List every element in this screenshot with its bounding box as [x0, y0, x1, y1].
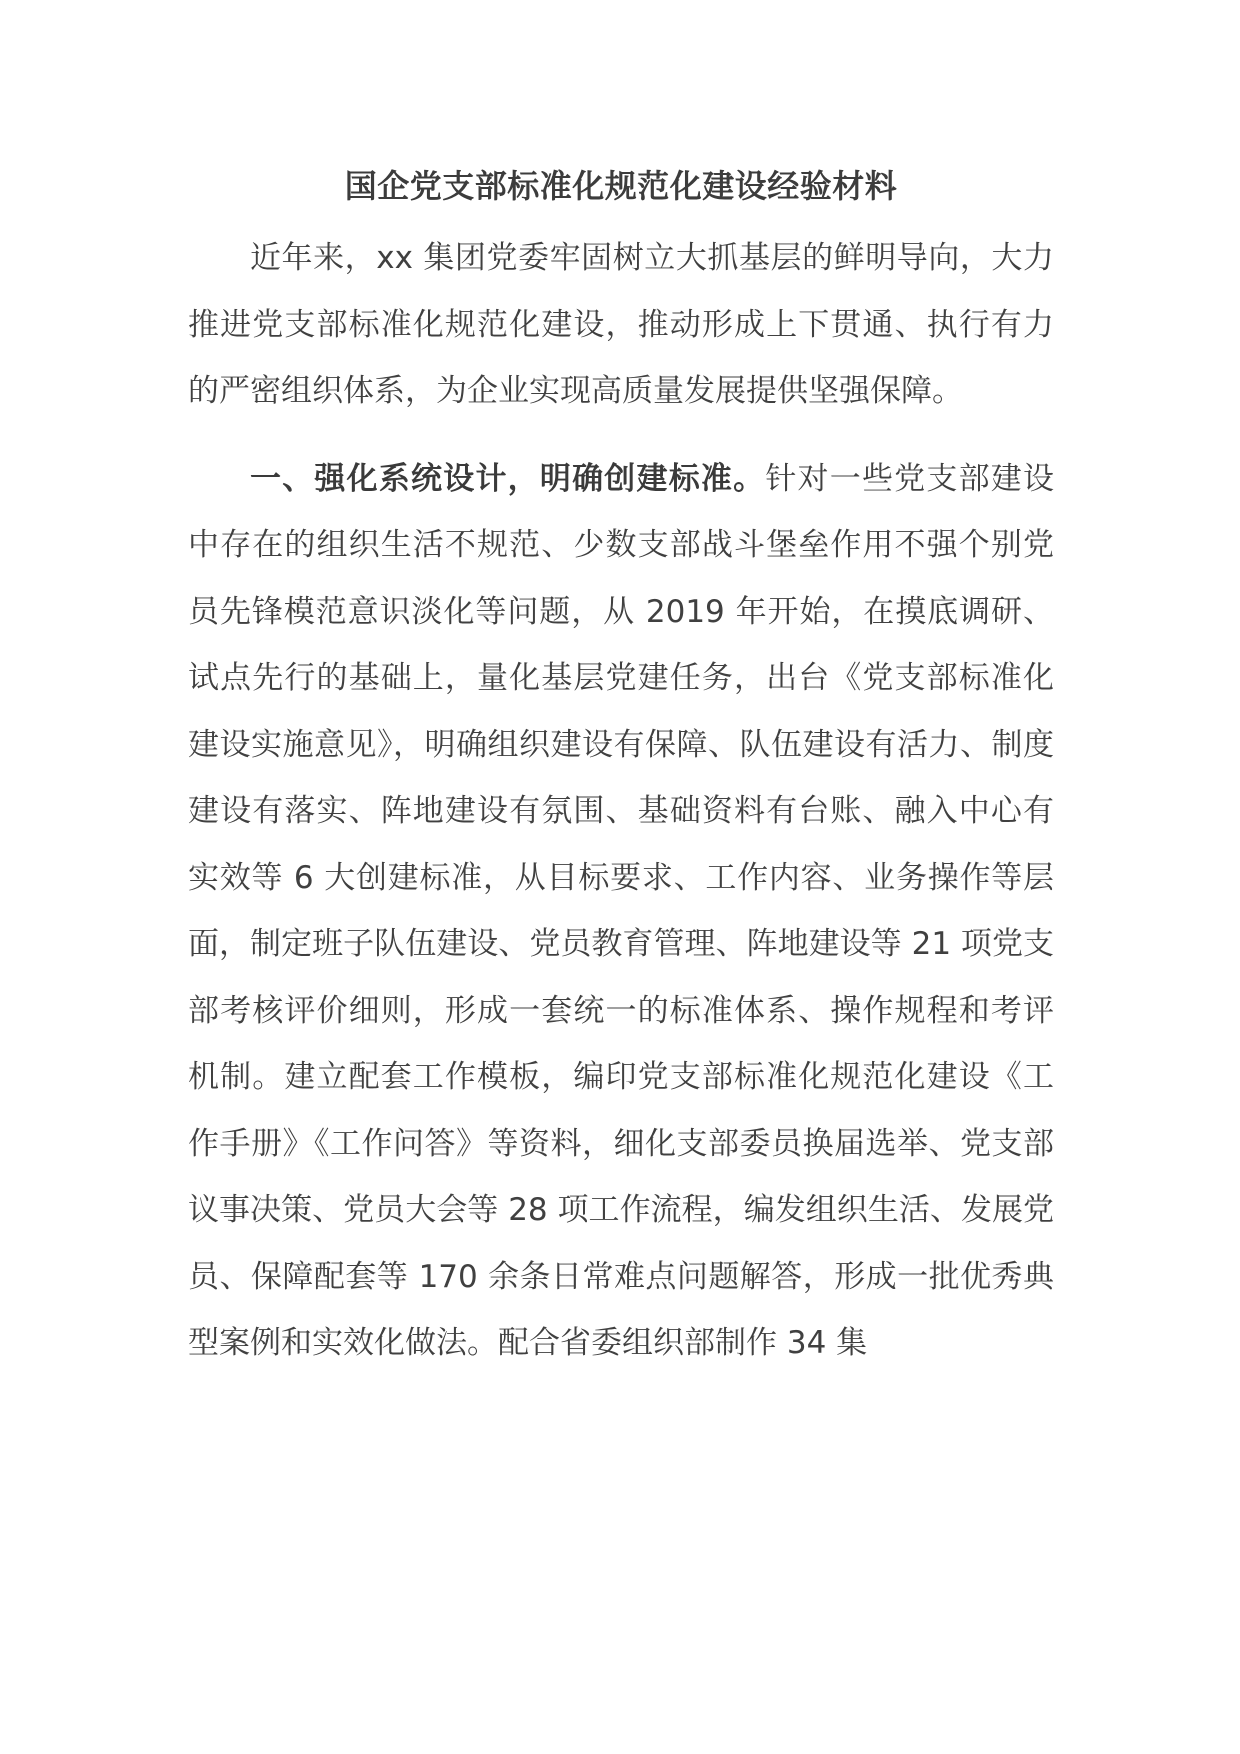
intro-paragraph: 近年来，xx 集团党委牢固树立大抓基层的鲜明导向，大力推进党支部标准化规范化建设，推动形成上下贯通、执行有力的严密组织体系，为企业实现高质量发展提供坚强保障。 [188, 240, 1054, 409]
section-1-body: 针对一些党支部建设中存在的组织生活不规范、少数支部战斗堡垒作用不强个别党员先锋模范意识淡化等问题，从 2019 年开始，在摸底调研、试点先行的基础上，量化基层党建任务，出台《党支部标准化建设实施意见》，明确组织建设有保障、队伍建设有活力、制度建设有落实、阵地建设有氛围、基础资料有台账、融入中心有实效等 6 大创建标准，从目标要求、工作内容、业务操作等层面，制定班子队伍建设、党员教育管理、阵地建设等 21 项党支部考核评价细则，形成一套统一的标准体系、操作规程和考评机制。建立配套工作模板，编印党支部标准化规范化建设《工作手册》《工作问答》等资料，细化支部委员换届选举、党支部议事决策、党员大会等 28 项工作流程，编发组织生活、发展党员、保障配套等 170 余条日常难点问题解答，形成一批优秀典型案例和实效化做法。配合省委组织部制作 34 集 [188, 460, 1055, 1361]
section-1-paragraph [188, 446, 1054, 1377]
document-page [188, 160, 1054, 1377]
section-1-heading: 一、强化系统设计，明确创建标准。 [250, 460, 766, 497]
document-title: 国企党支部标准化规范化建设经验材料 [344, 167, 898, 205]
